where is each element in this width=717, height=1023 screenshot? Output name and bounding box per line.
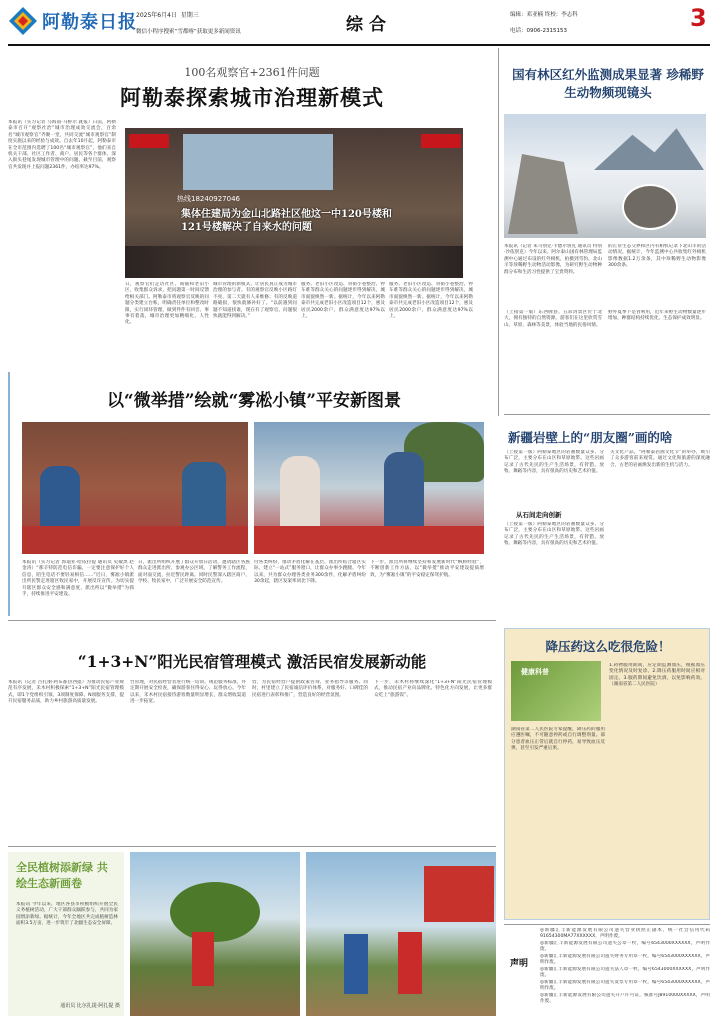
villager-left — [280, 456, 320, 536]
article-wildlife-monitoring — [504, 48, 710, 408]
article4-body-col1: 本报讯（记者 朱马别克·卡德尔别克 通讯员 特别·沙依别克）今年以来，阿尔泰山国有林管理局监测中心通过布设的红外相机，拍摄到雪豹、北山羊等珍稀野生动物活动影像，为研究野生动物种群分布和生活习性提供了宝贵资料。 — [504, 244, 602, 275]
article5-subheading: 从石间走向创新 — [516, 511, 562, 519]
article4-body-col4: 野外夏季下是食利用，近年来野生动物数量逐步增加，种群结构持续优化，生态保护成效明显。 — [608, 310, 706, 322]
article-city-governance — [8, 48, 496, 368]
notice-item: ◎新疆汇丰新能源发展有限公司遗失营业执照正副本，统一社会信用代码91654300MA77XXXXXX，声明作废。 — [540, 928, 710, 940]
article5-body-col1: （上接第一版）阿勒泰地区的岩画数量众多、分布广泛，主要分布在山区和草原地带。这些岩画记录了古代先民的生产生活场景，有狩猎、放牧、舞蹈等内容，具有很高的历史和艺术价值。 — [504, 450, 604, 475]
article5-body-col1b: （上接第一版）阿勒泰地区的岩画数量众多、分布广泛，主要分布在山区和草原地带。这些岩画记录了古代先民的生产生活场景，有狩猎、放牧、舞蹈等内容，具有很高的历史和艺术价值。 — [504, 522, 604, 547]
article2-body-col4: 下一步，派出所将继续坚持和发展新时代“枫桥经验”，不断创新工作方法，以“微举措”推动平安建设提质增效，为“雾凇小镇”的平安稳定保驾护航。 — [370, 560, 484, 578]
snow-leopard-inset — [622, 184, 678, 230]
article1-body-col4: 服务。老旧小区改造、背街小巷整治、停车难等群众关心的问题逐步得到解决，城市面貌焕然一新。据统计，今年以来阿勒泰市共完成老旧小区改造项目12个，惠及居民2000余户，群众满意度达97%以上。 — [301, 282, 385, 320]
article3-body-col1: 本报讯（记者 古扎丽·阿布都热西提）为推动民宿产业规范有序发展，禾木村积极探索“1+3+N”阳光民宿管理模式，即1个党组织引领、3项制度保障、N项服务支撑，提升民宿服务品质，助力乡村旅游高质量发展。 — [8, 680, 124, 705]
banner-right — [421, 134, 461, 148]
page-number: 3 — [690, 4, 707, 32]
article2-community-photo — [254, 422, 484, 554]
article7-photo-credit: 通讯员 比尔扎提·阿扎提 摄 — [60, 1003, 120, 1009]
article6-body-col1: 湖南省第二人民医院专家提醒，降压药的服用应遵医嘱，不可随意停药或自行调整剂量。部分患者血压正常后就自行停药，易导致血压反弹，甚至引发严重后果。 — [511, 727, 605, 752]
health-tip-badge: 健康科普 — [521, 667, 549, 676]
masthead-wechat-note: 微信小程序搜索“雪都喀”获取更多新闻资讯 — [136, 29, 241, 35]
article1-body-col1: 本报讯（实习记者 马海南·马桥尔 就报）日前，阿勒泰市召开“观察社治”城市治理成效交流会，百余名“城市观察官”齐聚一堂，共同交流“城市观察官”制度实施以来的经验与成效。自去年10月起，阿勒泰市在全市范围内选聘了100名“城市观察官”，他们来自机关干部、社区工作者、商户、居民等各个群体，深入街头巷尾发现城市管理中的问题。截至目前，观察官共发现并上报问题2361件，办结率达97%。 — [8, 120, 116, 170]
article4-body-col3: （上接第一版）东西牌县、五彩湾景区位于北大，拥有独特的自然资源，游客们在这里欣赏雪山、草原、森林等美景，体验当地的民俗风情。 — [504, 310, 602, 328]
editor-info: 编辑：邓亚楠 终校：李志科 — [510, 12, 578, 18]
masthead — [0, 0, 717, 46]
notice-list — [540, 928, 710, 1006]
red-table — [254, 526, 484, 554]
truck — [424, 866, 494, 922]
article3-body-col2: 台管理，对民宿经营者进行统一培训，规范服务标准，并定期开展安全检查，确保游客住得安心、玩得放心。今年以来，禾木村民宿接待游客数量明显增长，群众增收渠道进一步拓宽。 — [130, 680, 246, 705]
article2-police-visit-photo — [22, 422, 248, 554]
article6-headline: 降压药这么吃很危险！ — [545, 639, 671, 654]
article4-body-col2: 的正常生态交界和区内有相机记录下北山羊的活动情况。据统计，今年监测中心共收集红外相机影像数据1.2万余条，其中珍稀野生动物影像300余条。 — [608, 244, 706, 269]
masthead-date: 2025年6月4日 星期三 — [136, 12, 199, 19]
article4-snow-leopard-photo — [504, 114, 706, 238]
article2-body-col1: 本报讯（实习记者 郭迪亚·哈依拉提 通讯员 史敏黑 赵金涛）“那辛特防范电信诈骗，一定要注意保护好个人信息，陌生电话不要轻易相信……”近日，雾凇小镇派出所民警走进辖区牧民家中，开展反诈宣传。为切实提升辖区群众安全感和满意度，派出所以“微举措”为抓手，持续推进平安建设。 — [22, 560, 134, 598]
article1-headline: 阿勒泰探索城市治理新模式 — [120, 85, 384, 110]
article6-pill-photo — [511, 661, 601, 721]
article-blood-pressure-medicine — [504, 628, 710, 920]
snow-mountain — [594, 126, 704, 170]
article2-headline: 以“微举措”绘就“雾凇小镇”平安新图景 — [106, 391, 402, 411]
notice-item: ◎新疆汇丰新能源发展有限公司遗失发票专用章一枚，编号6543000XXXXXX，声明作废。 — [540, 980, 710, 992]
article5-body-col2: 关文化产品。“阿勒泰岩画文化节”的举办，吸引了众多游客前来观赏。通过文化和旅游的深度融合，古老的岩画焕发出新的生机与活力。 — [610, 450, 710, 468]
notice-item: ◎新疆汇丰新能源发展有限公司遗失法人章一枚，编号6543000XXXXXX，声明作废。 — [540, 967, 710, 979]
volunteer-red-right — [398, 932, 422, 994]
article5-headline: 新疆岩壁上的“朋友圈”画的啥 — [508, 430, 673, 445]
photo-hotline-text: 热线18240927046 — [177, 195, 240, 203]
notice-section — [504, 924, 710, 1018]
notice-label: 声明 — [510, 959, 529, 969]
audience-row — [125, 246, 463, 278]
article7-planting-photo-left — [130, 852, 300, 1016]
article-tree-planting — [8, 846, 496, 1018]
notice-item: ◎新疆汇丰新能源发展有限公司遗失开户许可证，核准号J8910000XXXXX，声明作废。 — [540, 993, 710, 1005]
newspaper-logo-icon — [8, 6, 38, 36]
notice-item: ◎新疆汇丰新能源发展有限公司遗失公章一枚，编号6543000XXXXXX，声明作废。 — [540, 941, 710, 953]
masthead-logo-text: 阿勒泰日报 — [42, 12, 137, 33]
article3-body-col3: 营，为民宿经营户提供政策咨询、业务指导等服务。同时，村里建立了民宿诚信评价体系，对服务好、口碑佳的民宿进行表彰和推广，营造良好的经营氛围。 — [252, 680, 368, 698]
article2-body-col3: 付各类纠纷，推动矛盾化解在基层。派出所结合辖区实际，建立“一站式”服务窗口，让群众办事少跑腿。今年以来，共为群众办理各类业务300余件，化解矛盾纠纷30余起，辖区发案率同比下降。 — [254, 560, 366, 585]
article7-headline: 全民植树添新绿 共绘生态新画卷 — [16, 861, 108, 890]
rock-outcrop — [508, 154, 578, 234]
article2-body-col2: 日，派出所组织开展了群众开放日活动，邀请辖区各族群众走进派出所，参观办公区域，了解警务工作流程，面对面交流，拉近警民距离。同时民警深入辖区商户、学校、牧民家中，广泛开展安全防范宣传。 — [138, 560, 250, 585]
phone-info: 电话：0906-2315153 — [510, 28, 567, 34]
article6-body-col2: 1.药物服用期间，应定期监测血压，根据血压变化情况及时复诊。2.降压药服用时间应相对固定。3.服药期间避免饮酒，以免影响药效。（湖南省第二人民医院） — [609, 663, 705, 688]
article-rock-art — [504, 414, 710, 626]
volunteer-red — [192, 932, 214, 986]
article1-body-col5: 服务。老旧小区改造、背街小巷整治、停车难等群众关心的问题逐步得到解决，城市面貌焕然一新。据统计，今年以来阿勒泰市共完成老旧小区改造项目12个，惠及居民2000余户，群众满意度达97%以上。 — [389, 282, 473, 320]
officer-center — [384, 452, 424, 536]
article4-headline: 国有林区红外监测成果显著 珍稀野生动物频现镜头 — [512, 67, 704, 100]
projector-screen — [183, 134, 333, 190]
article7-sidebar — [8, 852, 124, 1016]
article1-meeting-photo — [125, 128, 463, 278]
article-homestay-management — [8, 620, 496, 842]
article1-body-col2: 日，观察官们走访社区、商铺和老旧小区，收集群众诉求，把问题第一时间反馈给相关部门。阿勒泰市将观察官反映的问题分类建立台账，明确责任单位和整改时限，实行闭环管理，做到件件有回音、事事有着落，城市治理更加精细化、人性化。 — [125, 282, 209, 326]
article1-body-col3: 城市管理的新模式，让居民真正成为城市治理的参与者。有的观察官反映小区路灯不亮，第二天就有人来维修；有的反映道路破损，很快就修补好了。“以前遇到问题不知道找谁，现在有了观察官，问题很快就能得到解决。” — [213, 282, 297, 320]
carpet — [22, 526, 248, 554]
article3-body-col4: 下一步，禾木村将继续深化“1+3+N”阳光民宿管理模式，推动民宿产业向品牌化、特色化方向发展，让更多群众吃上“旅游饭”。 — [374, 680, 492, 698]
article-fog-town-security — [8, 372, 496, 616]
banner-left — [129, 134, 169, 148]
section-name: 综合 — [346, 15, 392, 35]
article1-kicker: 100名观察官+2361件问题 — [184, 66, 320, 79]
sapling — [170, 882, 260, 942]
notice-item: ◎新疆汇丰新能源发展有限公司遗失财务专用章一枚，编号6543000XXXXXX，声明作废。 — [540, 954, 710, 966]
article3-headline: “1+3+N”阳光民宿管理模式 激活民宿发展新动能 — [77, 652, 427, 671]
article7-planting-photo-right — [306, 852, 496, 1016]
photo-overlay-text: 集体住建局为金山北路社区他这一中120号楼和121号楼解决了自来水的问题 — [181, 209, 392, 233]
volunteer-blue — [344, 934, 368, 994]
article7-body: 本报讯 今年以来，地区各县市积极组织开展全民义务植树活动，广大干部群众踊跃参与，共同为家园增添新绿。据统计，今年全地区共完成植树造林面积3.5万亩，进一步筑牢了北疆生态安全屏障。 — [16, 902, 118, 927]
